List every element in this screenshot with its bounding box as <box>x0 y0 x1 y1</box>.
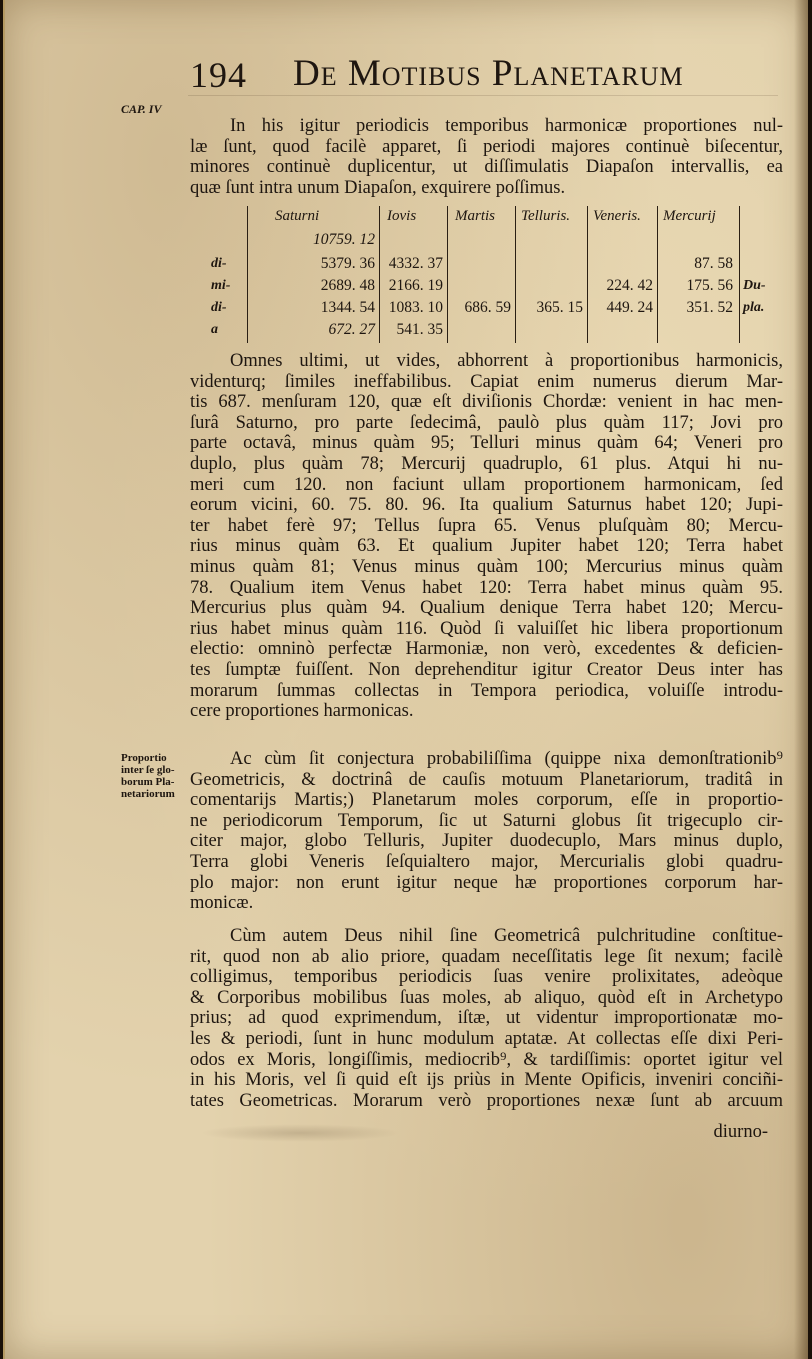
paragraph-intro <box>190 116 783 198</box>
margin-note <box>121 752 191 800</box>
text-line: monicæ. <box>190 893 254 914</box>
table-rule <box>657 206 658 343</box>
text-line: electio: omninò perfectæ Harmoniæ, non verò, excedentes & deficien- <box>190 639 783 660</box>
book-page <box>3 0 808 1359</box>
header-mercurij: Mercurij <box>663 208 716 224</box>
text-line: eorum vicini, 60. 75. 80. 96. Ita qualium Saturnus habet 120; Jupi- <box>190 495 783 516</box>
paragraph-geometry <box>190 926 783 1111</box>
page-number: 194 <box>190 55 247 95</box>
margin-note-line: Proportio <box>121 752 167 764</box>
veneris-value: 224. 42 <box>606 277 653 294</box>
saturni-value: 10759. 12 <box>313 231 375 248</box>
text-line: Terra globi Veneris ſeſquialtero major, Mercurialis globi quadru- <box>190 851 783 872</box>
saturni-value: 2689. 48 <box>320 277 375 294</box>
text-line: Geometricis, & doctrinâ de cauſis motuum Planetariorum, traditâ in <box>190 769 783 790</box>
row-label: a <box>211 322 218 337</box>
header-veneris: Veneris. <box>593 208 641 224</box>
paragraph-harmonic <box>190 351 783 722</box>
iovis-value: 1083. 10 <box>388 299 443 316</box>
text-line: tes ſumptæ fuiſſent. Non deprehenditur igitur Creator Deus inter has <box>190 659 783 680</box>
running-head-title: De Motibus Planetarum <box>293 53 684 94</box>
saturni-value: 5379. 36 <box>320 255 375 272</box>
iovis-value: 2166. 19 <box>388 277 443 294</box>
text-line: colligimus, temporibus periodicis ſuas venire prolixitates, adeòque <box>190 967 783 988</box>
row-label: di- <box>211 300 227 315</box>
text-line: plo major: non erunt igitur neque hæ proportiones corporum har- <box>190 872 783 893</box>
header-iovis: Iovis <box>387 208 417 224</box>
catchword: diurno- <box>713 1122 768 1142</box>
table-rule <box>379 206 380 343</box>
iovis-value: 541. 35 <box>396 321 443 338</box>
margin-note-line: netariorum <box>121 788 175 800</box>
paragraph-bodies <box>190 749 783 914</box>
mercurij-value: 87. 58 <box>694 255 733 272</box>
text-line: rius minus quàm 63. Et qualium Jupiter habet 120; Terra habet <box>190 536 783 557</box>
telluris-value: 365. 15 <box>536 299 583 316</box>
text-line: rius habet minus quàm 116. Quòd ſi valuiſſet hic libera proportionum <box>190 618 783 639</box>
text-line: Mercurius plus quàm 94. Qualium denique Terra habet 120; Mercu- <box>190 598 783 619</box>
header-saturni: Saturni <box>275 208 320 224</box>
text-line: duplo, plus quàm 78; Mercurij quadruplo, 61 plus. Atqui hi nu- <box>190 453 783 474</box>
text-line: parte octavâ, minus quàm 95; Telluri minus quàm 64; Veneri pro <box>190 433 783 454</box>
text-line: Ac cùm ſit conjectura probabiliſſima (quippe nixa demonſtrationib⁹ <box>230 749 783 769</box>
mercurij-value: 175. 56 <box>686 277 733 294</box>
row-label: mi- <box>211 278 231 293</box>
text-line: tis 687. menſuram 120, quæ eſt diviſionis Chordæ: venient in hac men- <box>190 392 783 413</box>
header-telluris: Telluris. <box>521 208 571 224</box>
text-line: & Corporibus mobilibus ſuas moles, ab aliquo, quòd eſt in Archetypo <box>190 987 783 1008</box>
header-martis: Martis <box>455 208 496 224</box>
text-line: Cùm autem Deus nihil ſine Geometricâ pulchritudine conſtitue- <box>230 926 783 946</box>
table-rule <box>515 206 516 343</box>
dupla-label: pla. <box>743 300 765 315</box>
text-line: læ ſunt, quod facilè apparet, ſi periodi majores continuè biſecentur, <box>190 136 783 157</box>
text-line: les & periodi, ſunt in hunc modulum aptatæ. At collectas eſſe dixi Peri- <box>190 1028 783 1049</box>
text-line: meri cum 120. non faciunt ullam proportionem harmonicam, ſed <box>190 474 783 495</box>
dupla-label: Du- <box>743 278 766 293</box>
text-line: ſurâ Saturno, pro parte ſedecimâ, paulò plus quàm 117; Jovi pro <box>190 412 783 433</box>
text-line: odos ex Moris, longiſſimis, mediocrib⁹, & tardiſſimis: oportet igitur vel <box>190 1049 783 1070</box>
chapter-marker: CAP. IV <box>121 102 162 116</box>
ink-smudge <box>200 1124 400 1142</box>
text-line: cere proportiones harmonicas. <box>190 701 414 722</box>
text-line: morarum ſummas collectas in Tempora periodica, voluiſſe introdu- <box>190 680 783 701</box>
page-edge-shadow <box>794 0 808 1359</box>
text-line: videnturq; ſimiles ineffabilibus. Capiat enim numerus dierum Mar- <box>190 371 783 392</box>
text-line: In his igitur periodicis temporibus harmonicæ proportiones nul- <box>230 116 783 136</box>
table-rule <box>739 206 740 343</box>
text-line: prius; ad quod exprimendum, iſtæ, ut videntur improportionatæ mo- <box>190 1008 783 1029</box>
iovis-value: 4332. 37 <box>388 255 443 272</box>
martis-value: 686. 59 <box>464 299 511 316</box>
saturni-value: 672. 27 <box>328 321 375 338</box>
text-line: citer major, globo Telluris, Jupiter duodecuplo, Mars minus duplo, <box>190 831 783 852</box>
margin-note-line: borum Pla- <box>121 776 175 788</box>
table-rule <box>447 206 448 343</box>
text-line: ne periodicorum Temporum, ſic ut Saturni globus ſit trigecuplo cir- <box>190 810 783 831</box>
text-line: in his Moris, vel ſi quid eſt ijs priùs in Mente Opificis, inveniri conciñi- <box>190 1070 783 1091</box>
text-line: 78. Qualium item Venus habet 120: Terra habet minus quàm 95. <box>190 577 783 598</box>
text-line: minus quàm 81; Venus minus quàm 100; Mercurius minus quàm <box>190 556 783 577</box>
text-line: comentarijs Martis;) Planetarum moles corporum, eſſe in proportio- <box>190 790 783 811</box>
text-line: tates Geometricas. Morarum verò proportiones nexæ ſunt ab arcuum <box>190 1090 783 1111</box>
periods-table <box>197 206 777 343</box>
header-rule <box>188 95 778 96</box>
margin-note-line: inter ſe glo- <box>121 764 175 776</box>
table-rule <box>247 206 248 343</box>
table-rule <box>587 206 588 343</box>
saturni-value: 1344. 54 <box>320 299 375 316</box>
text-line: quæ ſunt intra unum Diapaſon, exquirere poſſimus. <box>190 177 566 198</box>
text-line: Omnes ultimi, ut vides, abhorrent à proportionibus harmonicis, <box>230 351 783 371</box>
text-line: rit, quod non ab alio priore, quadam neceſſitatis lege ſit nexum; facilè <box>190 946 783 967</box>
row-label: di- <box>211 256 227 271</box>
veneris-value: 449. 24 <box>606 299 653 316</box>
text-line: minores continuè duplicentur, ut diſſimulatis Diapaſon intervallis, ea <box>190 157 783 178</box>
text-line: ter habet ferè 97; Tellus ſupra 65. Venus pluſquàm 80; Mercu- <box>190 515 783 536</box>
mercurij-value: 351. 52 <box>686 299 733 316</box>
